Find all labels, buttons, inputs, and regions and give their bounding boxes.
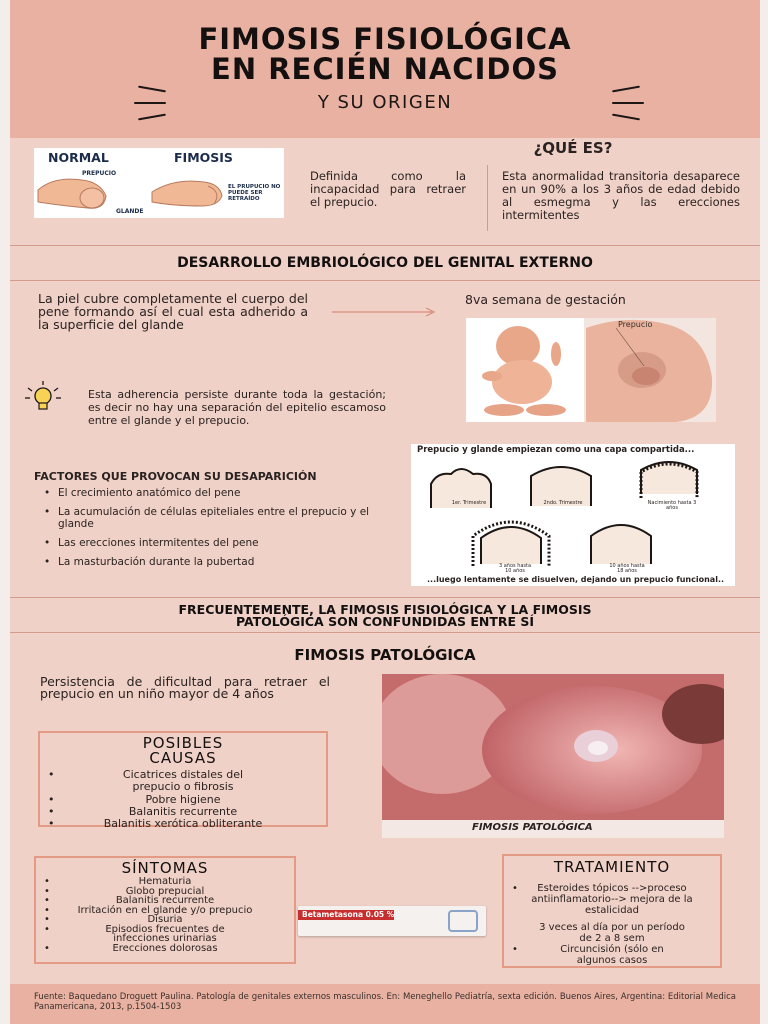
treatment-box xyxy=(502,854,722,968)
decorative-lines-icon-right xyxy=(606,86,646,122)
normal-vs-fimosis-illustration xyxy=(34,148,284,218)
prepucio-photo-label: Prepucio xyxy=(618,320,653,329)
list-item: • Irritación en el glande y/o prepucio xyxy=(36,906,294,916)
pathologic-image xyxy=(382,674,724,820)
development-stages-icon xyxy=(411,454,735,574)
lightbulb-icon xyxy=(24,380,62,414)
stage-label: 10 años hasta 18 años xyxy=(609,563,645,574)
label-glande: GLANDE xyxy=(116,208,144,215)
arrow-right-icon xyxy=(330,306,438,318)
confusion-line1: FRECUENTEMENTE, LA FIMOSIS FISIOLÓGICA Y LA FIMOSIS xyxy=(178,602,592,617)
factors-list xyxy=(34,487,370,568)
diagram-bottom-caption: ...luego lentamente se disuelven, dejando un prepucio funcional.. xyxy=(427,575,725,584)
label-fimosis: FIMOSIS xyxy=(174,150,233,165)
page-title-line1: FIMOSIS FISIOLÓGICA xyxy=(198,22,572,56)
footer xyxy=(10,984,760,1024)
poster xyxy=(10,0,760,1024)
pathologic-definition: Persistencia de dificultad para retraer el prepucio en un niño mayor de 4 años xyxy=(40,674,330,701)
section-divider xyxy=(10,245,760,246)
list-item: • La acumulación de células epiteliales entre el prepucio y el glande xyxy=(34,506,370,530)
list-item: • Disuria xyxy=(36,915,294,925)
label-retraido: EL PRUPUCIO NO PUEDE SER RETRAÍDO xyxy=(228,184,281,202)
causes-title-line1: POSIBLES xyxy=(142,734,224,752)
pathologic-photo xyxy=(382,674,724,838)
footer-source: Fuente: Baquedano Droguett Paulina. Patología de genitales externos masculinos. En: Meneghello Pediatría, sexta edición. Buenos Aires, Argentina: Editorial Medica Panamericana, 2013, p.1504-1503 xyxy=(34,992,736,1012)
list-item: • Las erecciones intermitentes del pene xyxy=(34,537,370,549)
betametasona-tube xyxy=(298,906,486,936)
list-item: • Esteroides tópicos -->proceso antiinflamatorio--> mejora de la estalicidad xyxy=(504,883,720,916)
list-item: • Pobre higiene xyxy=(40,794,326,806)
que-es-title: ¿QUÉ ES? xyxy=(533,139,613,157)
causes-list xyxy=(40,769,326,830)
section-divider xyxy=(10,632,760,633)
stage-label: 3 años hasta 10 años xyxy=(498,563,532,574)
treatment-title: TRATAMIENTO xyxy=(553,858,671,876)
list-item: • El crecimiento anatómico del pene xyxy=(34,487,370,499)
drug-label: Betametasona 0.05 % xyxy=(302,910,395,919)
adherence-text: Esta adherencia persiste durante toda la gestación; es decir no hay una separación del epitelio escamoso entre el glande y el prepucio. xyxy=(88,388,386,427)
page-subtitle: Y SU ORIGEN xyxy=(317,92,453,113)
list-item: • Balanitis recurrente xyxy=(40,806,326,818)
drug-logo-icon xyxy=(448,910,478,932)
definition-text: Definida como la incapacidad para retraer el prepucio. xyxy=(310,169,466,209)
stage-label: 2ndo. Trimestre xyxy=(543,500,583,506)
list-item: • Hematuria xyxy=(36,877,294,887)
label-normal: NORMAL xyxy=(48,150,109,165)
symptoms-title: SÍNTOMAS xyxy=(121,859,209,877)
diagram-top-caption: Prepucio y glande empiezan como una capa compartida... xyxy=(417,445,695,455)
treatment-list-2 xyxy=(504,944,720,966)
list-item: • Cicatrices distales del prepucio o fibrosis xyxy=(40,769,326,793)
causes-box xyxy=(38,731,328,830)
section-divider xyxy=(10,597,760,598)
page-title-line2: EN RECIÉN NACIDOS xyxy=(211,52,559,86)
decorative-lines-icon-left xyxy=(132,86,172,122)
list-item: • La masturbación durante la pubertad xyxy=(34,556,370,568)
treatment-list xyxy=(504,883,720,916)
causes-title-line2: CAUSAS xyxy=(149,749,217,767)
list-item: • Balanitis recurrente xyxy=(36,896,294,906)
que-es-text: Esta anormalidad transitoria desaparece en un 90% a los 3 años de edad debido al esmegma y las erecciones intermitentes xyxy=(502,169,740,222)
skin-text: La piel cubre completamente el cuerpo del pene formando así el cual esta adherido a la superficie del glande xyxy=(38,291,308,332)
factors-title: FACTORES QUE PROVOCAN SU DESAPARICIÓN xyxy=(34,470,317,483)
pathologic-photo-caption: FIMOSIS PATOLÓGICA xyxy=(472,822,593,833)
header-band xyxy=(10,0,760,138)
factors-section xyxy=(34,471,370,575)
stage-label: Nacimiento hasta 3 años xyxy=(647,500,697,511)
list-item: • Erecciones dolorosas xyxy=(36,944,294,954)
symptoms-list xyxy=(36,877,294,953)
list-item: • Balanitis xerótica obliterante xyxy=(40,818,326,830)
stage-label: 1er. Trimestre xyxy=(451,500,487,506)
label-prepucio: PREPUCIO xyxy=(82,170,117,177)
development-diagram xyxy=(411,444,735,586)
pathologic-title: FIMOSIS PATOLÓGICA xyxy=(294,646,476,664)
confusion-line2: PATOLÓGICA SON CONFUNDIDAS ENTRE SÍ xyxy=(235,614,535,629)
newborn-photo xyxy=(466,318,716,422)
list-item: • Circuncisión (sólo en algunos casos xyxy=(504,944,720,966)
symptoms-box xyxy=(34,856,296,964)
list-item: • Episodios frecuentes de infecciones urinarias xyxy=(36,925,294,944)
embryo-section-title: DESARROLLO EMBRIOLÓGICO DEL GENITAL EXTERNO xyxy=(177,255,593,271)
list-item: • Globo prepucial xyxy=(36,887,294,897)
vertical-divider xyxy=(487,165,488,231)
week-text: 8va semana de gestación xyxy=(465,292,626,307)
newborn-image xyxy=(466,318,716,422)
section-divider xyxy=(10,280,760,281)
treatment-note: 3 veces al día por un período de 2 a 8 sem xyxy=(539,922,685,944)
